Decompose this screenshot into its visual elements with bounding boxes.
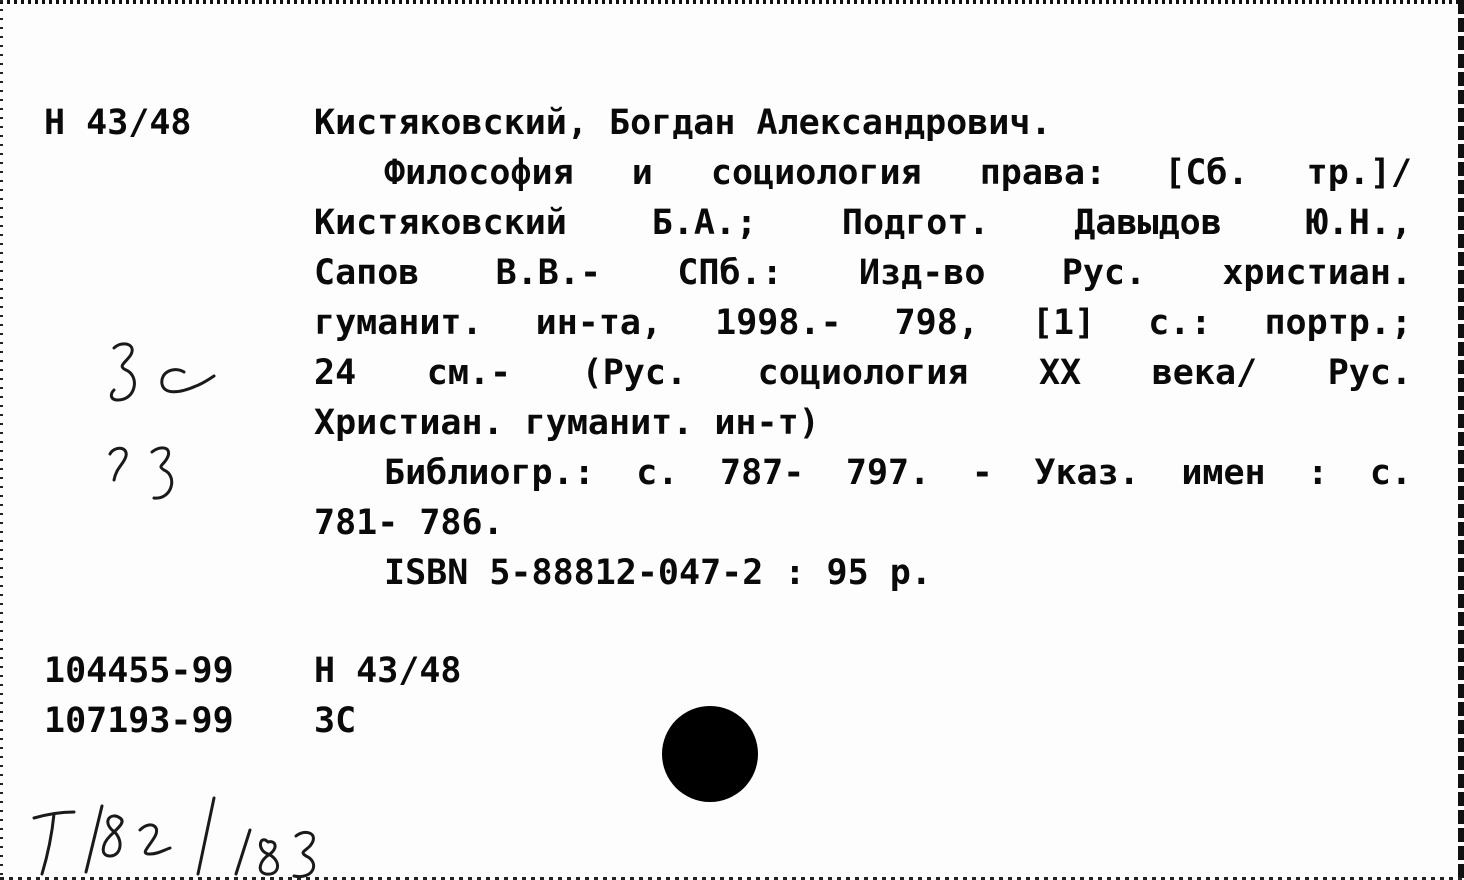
- description-line: Кистяковский Б.А.; Подгот. Давыдов Ю.Н.,: [314, 203, 1412, 243]
- description-line: 24 см.- (Рус. социология XX века/ Рус.: [314, 353, 1412, 393]
- punch-hole: [662, 706, 758, 802]
- inventory-number: 104455-99: [44, 651, 234, 691]
- card-edge-right: [1458, 0, 1464, 880]
- card-edge-left: [0, 0, 3, 880]
- description-line: Христиан. гуманит. ин-т): [314, 403, 820, 443]
- holding-location: Н 43/48: [314, 651, 462, 691]
- author-heading: Кистяковский, Богдан Александрович.: [314, 103, 1052, 143]
- handwritten-margin-mark-1: [100, 336, 220, 416]
- description-line: гуманит. ин-та, 1998.- 798, [1] с.: портр.;: [314, 303, 1412, 343]
- bibliography-note-continued: 781- 786.: [314, 503, 504, 543]
- isbn-line: ISBN 5-88812-047-2 : 95 р.: [384, 553, 932, 593]
- handwritten-bottom-mark: [28, 790, 348, 880]
- holding-location: ЗС: [314, 701, 357, 741]
- handwritten-margin-mark-2: [100, 440, 210, 510]
- card-edge-top: [0, 0, 1464, 4]
- inventory-number: 107193-99: [44, 701, 234, 741]
- bibliography-note: Библиогр.: с. 787- 797. - Указ. имен : с.: [384, 453, 1412, 493]
- call-number: Н 43/48: [44, 103, 192, 143]
- description-line: Сапов В.В.- СПб.: Изд-во Рус. христиан.: [314, 253, 1412, 293]
- title-line: Философия и социология права: [Сб. тр.]/: [384, 153, 1412, 193]
